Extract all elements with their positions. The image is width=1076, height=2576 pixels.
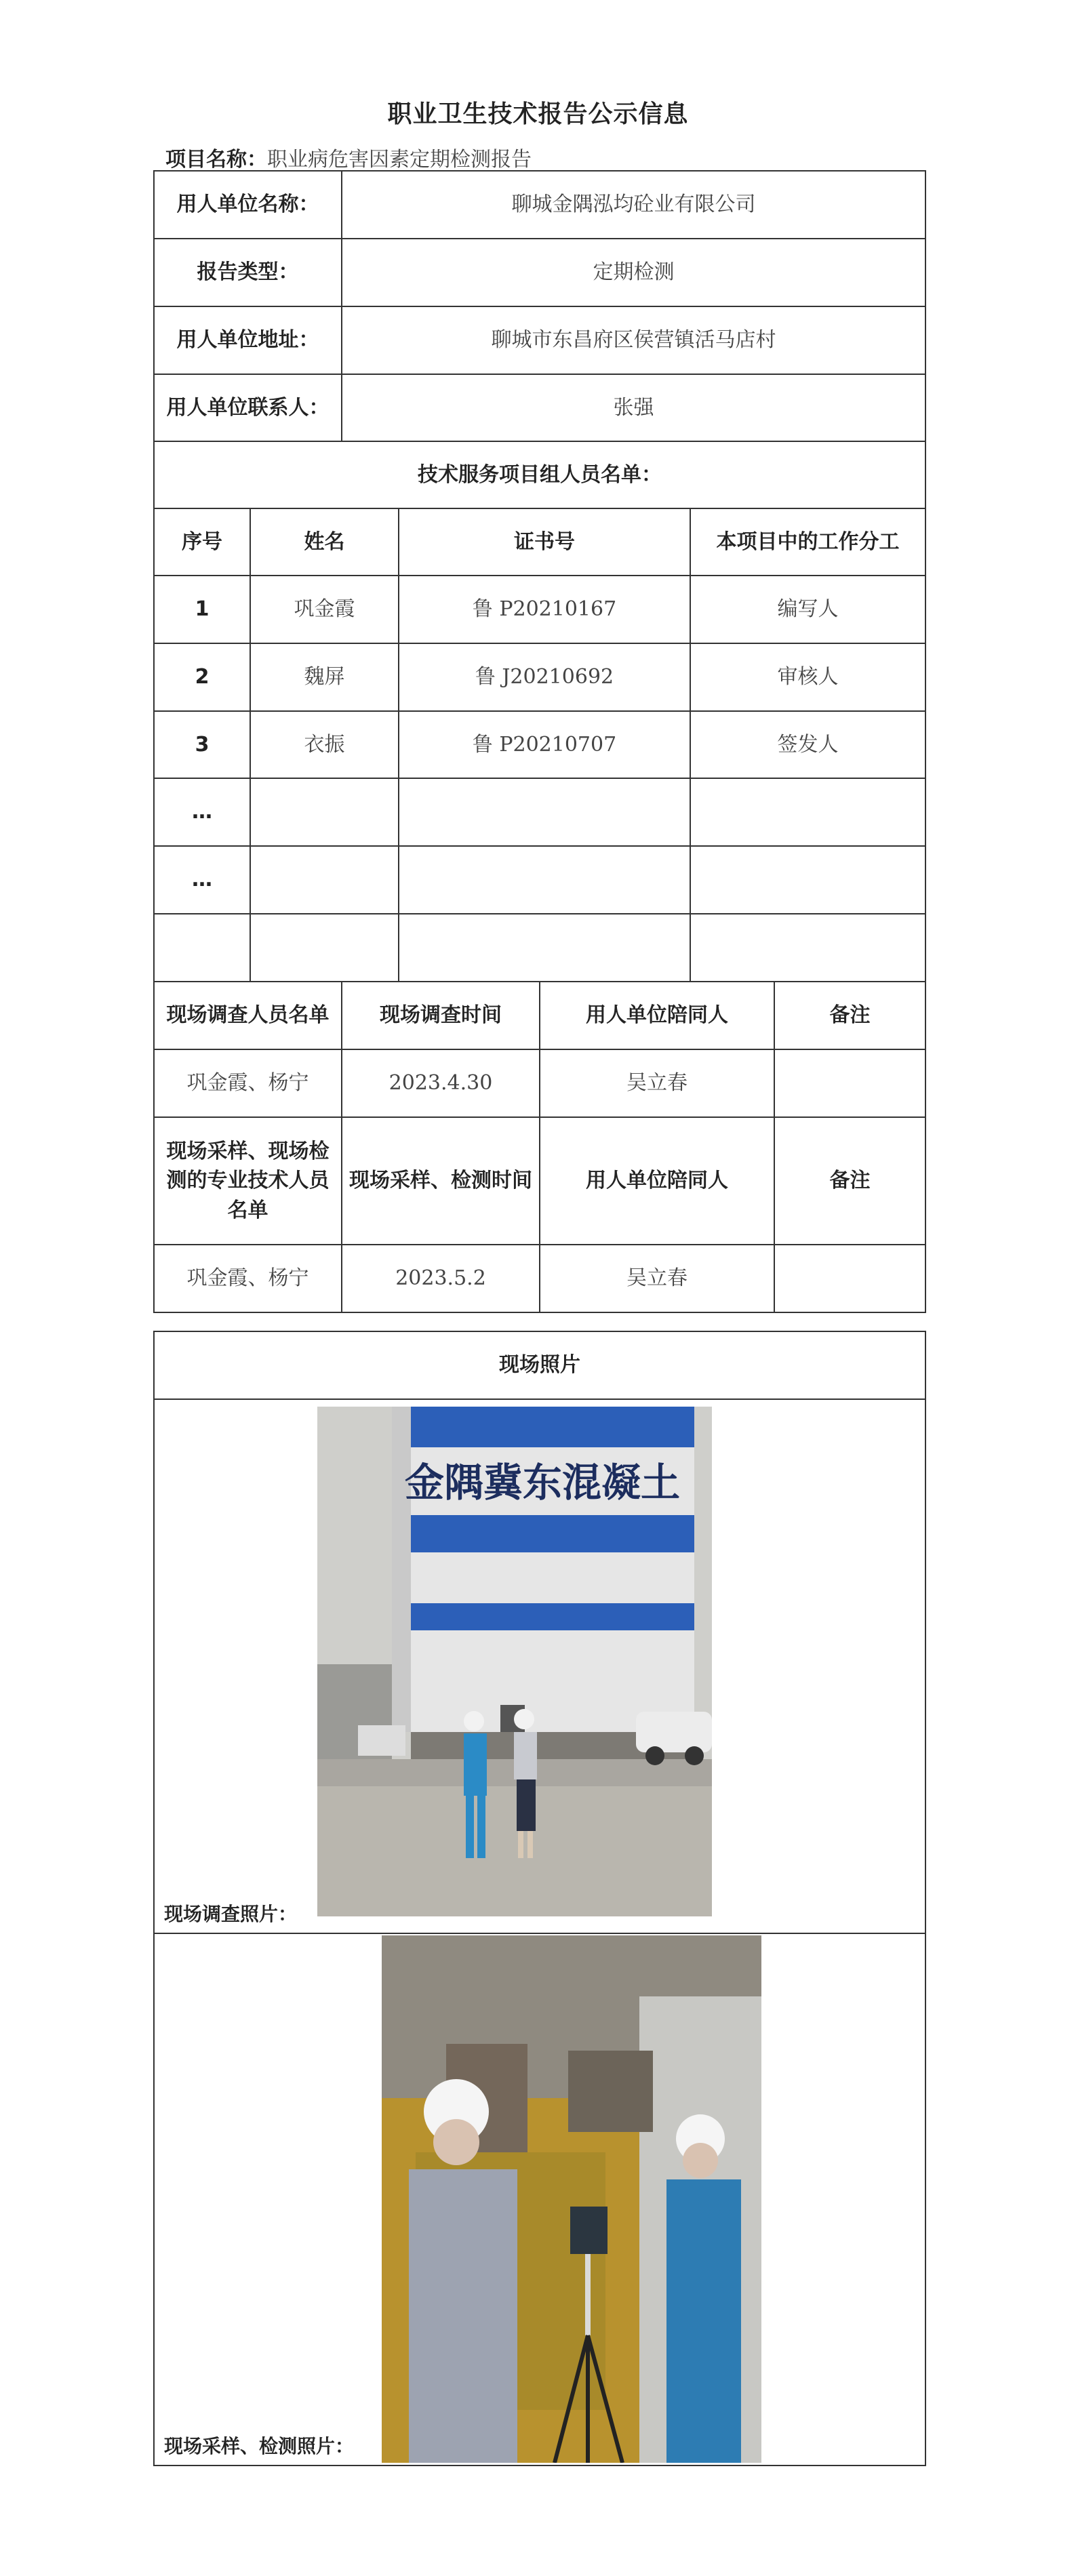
team-no [154,914,250,982]
sampling-photo-cell [154,1933,925,2466]
sampling-escort: 吴立春 [540,1245,774,1312]
table-row [154,914,925,982]
photo-heading-row [154,1331,925,1399]
sampling-photo-label: 现场采样、检测照片： [164,2435,355,2458]
survey-col-escort: 用人单位陪同人 [540,982,774,1049]
team-cert [399,914,690,982]
contact-label: 用人单位联系人： [154,374,342,441]
project-name-line [165,142,532,172]
photo-table [153,1331,926,2466]
sampling-col-note: 备注 [774,1117,925,1245]
address-row [154,306,925,374]
team-no: 2 [154,643,250,711]
team-no: … [154,778,250,846]
sampling-note [774,1245,925,1312]
report-type-value: 定期检测 [342,239,925,306]
survey-col-time: 现场调查时间 [342,982,540,1049]
sampling-col-time: 现场采样、检测时间 [342,1117,540,1245]
sampling-col-escort: 用人单位陪同人 [540,1117,774,1245]
unit-name-value: 聊城金隅泓均砼业有限公司 [342,171,925,239]
sampling-photo-row [154,1933,925,2466]
contact-value: 张强 [342,374,925,441]
team-no: 1 [154,576,250,643]
survey-staff: 巩金霞、杨宁 [154,1049,342,1117]
address-value: 聊城市东昌府区侯营镇活马店村 [342,306,925,374]
survey-photo-label: 现场调查照片： [164,1903,298,1926]
survey-photo-cell [154,1399,925,1933]
sampling-photo [382,1935,761,2463]
unit-name-label: 用人单位名称： [154,171,342,239]
team-role [690,914,925,982]
page-title: 职业卫生技术报告公示信息 [387,100,689,128]
team-heading-row [154,441,925,508]
team-name [250,914,399,982]
team-name [250,846,399,914]
survey-col-staff: 现场调查人员名单 [154,982,342,1049]
survey-photo [317,1407,712,1916]
team-role: 签发人 [690,711,925,778]
survey-escort: 吴立春 [540,1049,774,1117]
table-row [154,778,925,846]
sampling-header-row [154,1117,925,1245]
survey-time: 2023.4.30 [342,1049,540,1117]
team-role [690,846,925,914]
team-cert [399,778,690,846]
survey-photo-row [154,1399,925,1933]
survey-data-row [154,1049,925,1117]
team-no: … [154,846,250,914]
table-row [154,576,925,643]
team-role: 审核人 [690,643,925,711]
team-role: 编写人 [690,576,925,643]
address-label: 用人单位地址： [154,306,342,374]
project-name-label: 项目名称： [165,148,267,172]
contact-row [154,374,925,441]
team-role [690,778,925,846]
team-cert: 鲁 P20210707 [399,711,690,778]
team-name: 魏屏 [250,643,399,711]
team-heading: 技术服务项目组人员名单： [154,441,925,508]
team-name: 衣振 [250,711,399,778]
sampling-staff: 巩金霞、杨宁 [154,1245,342,1312]
unit-name-row [154,171,925,239]
team-no: 3 [154,711,250,778]
col-header-role: 本项目中的工作分工 [690,508,925,576]
team-cert: 鲁 P20210167 [399,576,690,643]
team-cert: 鲁 J20210692 [399,643,690,711]
sampling-col-staff: 现场采样、现场检测的专业技术人员名单 [154,1117,342,1245]
report-type-row [154,239,925,306]
team-name: 巩金霞 [250,576,399,643]
report-info-table [153,170,926,1313]
team-cert [399,846,690,914]
table-row [154,643,925,711]
table-row [154,846,925,914]
project-name-value: 职业病危害因素定期检测报告 [267,148,532,172]
col-header-no: 序号 [154,508,250,576]
report-type-label: 报告类型： [154,239,342,306]
survey-header-row [154,982,925,1049]
building-sign: 金隅冀东混凝土 [404,1460,681,1506]
table-row [154,711,925,778]
team-header-row [154,508,925,576]
sampling-data-row [154,1245,925,1312]
survey-col-note: 备注 [774,982,925,1049]
sampling-time: 2023.5.2 [342,1245,540,1312]
col-header-cert: 证书号 [399,508,690,576]
col-header-name: 姓名 [250,508,399,576]
photo-heading: 现场照片 [154,1331,925,1399]
team-name [250,778,399,846]
survey-note [774,1049,925,1117]
